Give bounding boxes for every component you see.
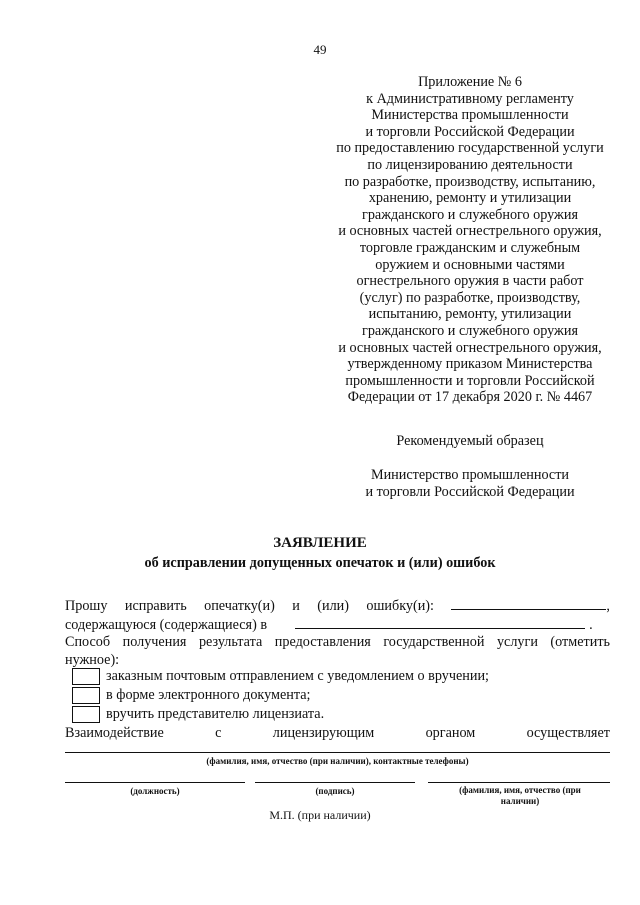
appendix-line: по предоставлению государственной услуги [336,140,604,157]
word: исправить [124,598,187,614]
position-caption: (должность) [130,786,180,796]
appendix-line: испытанию, ремонту, утилизации [368,306,572,323]
option-representative [72,706,324,723]
appendix-line: по разработке, производству, испытанию, [344,173,596,190]
word: Взаимодействие [65,725,164,741]
word: результата [198,634,263,650]
name-caption: (фамилия, имя, отчество (при наличии) [459,785,581,806]
appendix-line: оружием и основными частями [375,256,565,273]
stamp-label: М.П. (при наличии) [269,808,371,822]
word: лицензирующим [272,725,375,741]
page-number: 49 [313,42,327,57]
contained-in-line [65,615,610,634]
appendix-line: по лицензированию деятельности [367,156,573,173]
signature-field-line[interactable] [255,782,415,783]
addressee [300,467,640,501]
word: и [292,598,300,614]
appendix-line: гражданского и служебного оружия [362,322,578,339]
appendix-line: и основных частей огнестрельного оружия, [338,339,602,356]
option-postal [72,668,489,685]
appendix-line: Федерации от 17 декабря 2020 г. № 4467 [347,389,593,406]
contact-field-line[interactable] [65,752,610,753]
appendix-line: (услуг) по разработке, производству, [359,289,581,306]
option-electronic-checkbox[interactable] [72,687,100,704]
option-electronic [72,687,311,704]
word: Способ [65,634,111,650]
appendix-line: промышленности и торговли Российской [345,372,595,389]
appendix-line: гражданского и служебного оружия [362,206,578,223]
signature-caption: (подпись) [315,786,355,796]
document-title: ЗАЯВЛЕНИЕ [273,535,367,551]
option-label: вручить представителю лицензиата. [106,706,325,722]
word: Прошу [65,598,108,614]
appendix-line: утвержденному приказом Министерства [347,356,593,373]
document-subtitle: об исправлении допущенных опечаток и (или) ошибок [144,555,496,571]
addressee-line: и торговли Российской Федерации [365,484,575,500]
appendix-line: огнестрельного оружия в части работ [356,273,584,290]
word: осуществляет [526,725,610,741]
word: услуги [496,634,538,650]
request-line [65,596,610,615]
appendix-line: и торговли Российской Федерации [365,123,575,140]
appendix-line: и основных частей огнестрельного оружия, [338,223,602,240]
appendix-line: торговле гражданским и служебным [359,239,581,256]
typo-field[interactable] [451,596,606,610]
position-field-line[interactable] [65,782,245,783]
word: государственной [383,634,485,650]
punct: . [589,617,593,633]
interaction-line [65,725,610,742]
word: опечатку(и) [204,598,275,614]
punct: , [606,598,610,614]
word: (или) [317,598,349,614]
name-field-line[interactable] [428,782,610,783]
word: предоставления [274,634,371,650]
word: получения [122,634,187,650]
option-label: заказным почтовым отправлением с уведомлением о вручении; [106,668,489,684]
option-representative-checkbox[interactable] [72,706,100,723]
method-line-end: нужное): [65,652,120,668]
option-label: в форме электронного документа; [106,687,311,703]
contact-caption: (фамилия, имя, отчество (при наличии), контактные телефоны) [206,756,469,766]
appendix-line: Министерства промышленности [371,107,569,124]
appendix-line: хранению, ремонту и утилизации [368,190,572,207]
word: ошибку(и): [366,598,434,614]
word: с [215,725,222,741]
appendix-header [300,74,640,406]
word: (отметить [550,634,610,650]
appendix-line: к Административному регламенту [366,90,574,107]
addressee-line: Министерство промышленности [370,467,570,483]
method-line [65,634,610,651]
document-field[interactable] [295,615,585,629]
recommended-sample-label: Рекомендуемый образец [396,433,544,449]
appendix-line: Приложение № 6 [418,74,522,90]
option-postal-checkbox[interactable] [72,668,100,685]
contained-in-label: содержащуюся (содержащиеся) в [65,617,268,633]
word: органом [425,725,476,741]
